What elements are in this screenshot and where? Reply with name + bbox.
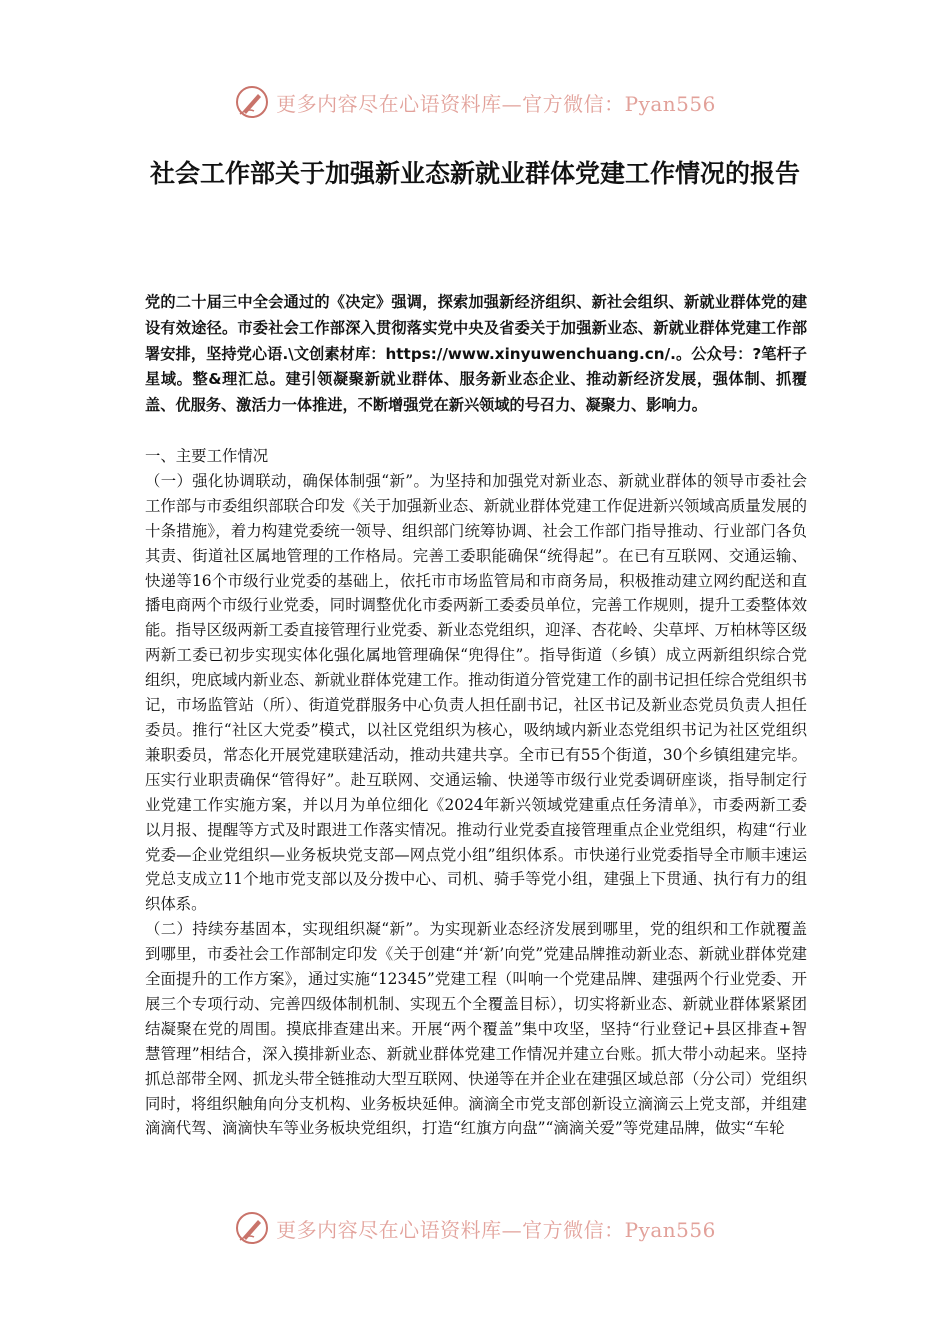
pen-circle-logo-icon <box>234 84 270 120</box>
intro-paragraph: 党的二十届三中全会通过的《决定》强调，探索加强新经济组织、新社会组织、新就业群体党的建设有效途径。市委社会工作部深入贯彻落实党中央及省委关于加强新业态、新就业群体党建工作部署安排，坚持党心语.\文创素材库：https://www.xinyuwenchuang.cn/.。公众号：?笔杆子星域。整&理汇总。建引领凝聚新就业群体、服务新业态企业、推动新经济发展，强体制、抓覆盖、优服务、激活力一体推进，不断增强党在新兴领域的号召力、凝聚力、影响力。 <box>145 293 807 415</box>
watermark-text: 更多内容尽在心语资料库—官方微信：Pyan556 <box>276 91 716 116</box>
watermark-text: 更多内容尽在心语资料库—官方微信：Pyan556 <box>276 1217 716 1242</box>
paragraph-2: （二）持续夯基固本，实现组织凝“新”。为实现新业态经济发展到哪里，党的组织和工作就覆盖到哪里，市委社会工作部制定印发《关于创建“并‘新’向党”党建品牌推动新业态、新就业群体党建全面提升的工作方案》，通过实施“12345”党建工程（叫响一个党建品牌、建强两个行业党委、开展三个专项行动、完善四级体制机制、实现五个全覆盖目标），切实将新业态、新就业群体紧紧团结凝聚在党的周围。摸底排查建出来。开展“两个覆盖”集中攻坚，坚持“行业登记+县区排查+智慧管理”相结合，深入摸排新业态、新就业群体党建工作情况并建立台账。抓大带小动起来。坚持抓总部带全网、抓龙头带全链推动大型互联网、快递等在并企业在建强区域总部（分公司）党组织同时，将组织触角向分支机构、业务板块延伸。滴滴全市党支部创新设立滴滴云上党支部，并组建滴滴代驾、滴滴快车等业务板块党组织，打造“红旗方向盘”“滴滴关爱”等党建品牌，做实“车轮 <box>145 920 807 1138</box>
watermark-footer <box>0 1208 950 1248</box>
section-heading: 一、主要工作情况 <box>145 447 269 465</box>
paragraph-1: （一）强化协调联动，确保体制强“新”。为坚持和加强党对新业态、新就业群体的领导市委社会工作部与市委组织部联合印发《关于加强新业态、新就业群体党建工作促进新兴领域高质量发展的十条措施》，着力构建党委统一领导、组织部门统筹协调、社会工作部门指导推动、行业部门各负其责、街道社区属地管理的工作格局。完善工委职能确保“统得起”。在已有互联网、交通运输、快递等16个市级行业党委的基础上，依托市市场监管局和市商务局，积极推动建立网约配送和直播电商两个市级行业党委，同时调整优化市委两新工委委员单位，完善工作规则，提升工委整体效能。指导区级两新工委直接管理行业党委、新业态党组织，迎泽、杏花岭、尖草坪、万柏林等区级两新工委已初步实现实体化强化属地管理确保“兜得住”。指导街道（乡镇）成立两新组织综合党组织，兜底域内新业态、新就业群体党建工作。推动街道分管党建工作的副书记担任综合党组织书记，市场监管站（所）、街道党群服务中心负责人担任副书记，社区书记及新业态党员负责人担任委员。推行“社区大党委”模式，以社区党组织为核心，吸纳域内新业态党组织书记为社区党组织兼职委员，常态化开展党建联建活动，推动共建共享。全市已有55个街道，30个乡镇组建完毕。压实行业职责确保“管得好”。赴互联网、交通运输、快递等市级行业党委调研座谈，指导制定行业党建工作实施方案，并以月为单位细化《2024年新兴领域党建重点任务清单》，市委两新工委以月报、提醒等方式及时跟进工作落实情况。推动行业党委直接管理重点企业党组织，构建“行业党委—企业党组织—业务板块党支部—网点党小组”组织体系。市快递行业党委指导全市顺丰速运党总支成立11个地市党支部以及分拨中心、司机、骑手等党小组，建强上下贯通、执行有力的组织体系。 <box>145 471 807 914</box>
document-body <box>145 444 807 1141</box>
page-title: 社会工作部关于加强新业态新就业群体党建工作情况的报告 <box>149 159 800 188</box>
pen-circle-logo-icon <box>234 1210 270 1246</box>
watermark-header <box>0 82 950 122</box>
